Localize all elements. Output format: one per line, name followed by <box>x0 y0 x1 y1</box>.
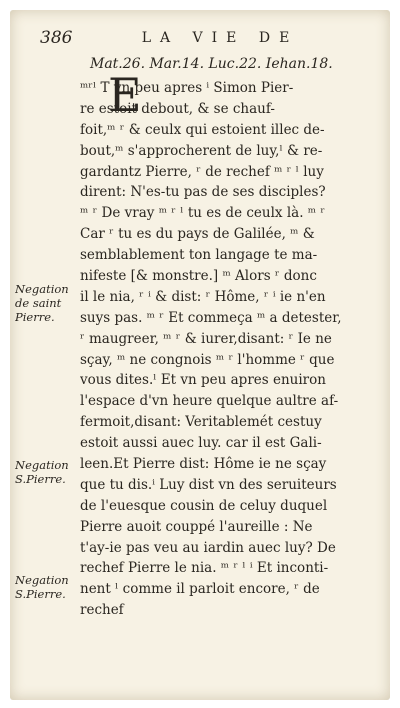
text-line: Pierre auoit couppé l'aureille : Ne <box>80 518 313 535</box>
text-line: que tu dis.ⁱ Luy dist vn des seruiteurs <box>80 476 337 493</box>
running-title: LA VIE DE <box>141 30 299 46</box>
text-line: sçay, ᵐ ne congnois ᵐ ʳ l'homme ʳ que <box>80 351 335 368</box>
text-line: de l'euesque cousin de celuy duquel <box>80 497 328 514</box>
page-number: 386 <box>40 28 73 48</box>
text-line: l'espace d'vn heure quelque aultre af- <box>80 393 339 410</box>
text-line: ᵐ ʳ De vray ᵐ ʳ ˡ tu es de ceulx là. ᵐ ʳ <box>80 205 326 222</box>
drop-cap: E <box>108 68 142 122</box>
text-line: nifeste [& monstre.] ᵐ Alors ʳ donc <box>80 268 317 285</box>
side-note <box>15 282 87 324</box>
page-header <box>40 28 380 52</box>
side-note <box>15 573 87 601</box>
text-line: dirent: N'es-tu pas de ses disciples? <box>80 184 326 201</box>
text-line: rechef <box>80 602 124 619</box>
text-line: semblablement ton langage te ma- <box>80 247 318 264</box>
side-note-line: de saint <box>15 296 62 310</box>
text-line: t'ay-ie pas veu au iardin auec luy? De <box>80 539 336 556</box>
paper-sheet <box>10 10 390 700</box>
side-note-line: Pierre. <box>15 310 55 324</box>
text-line: estoit aussi auec luy. car il est Gali- <box>80 435 322 452</box>
scripture-reference: Mat.26. Mar.14. Luc.22. Iehan.18. <box>90 56 333 72</box>
text-line: leen.Et Pierre dist: Hôme ie ne sçay <box>80 456 327 473</box>
text-line: ʳ maugreer, ᵐ ʳ & iurer,disant: ʳ Ie ne <box>80 330 332 347</box>
text-line: Car ʳ tu es du pays de Galilée, ᵐ & <box>80 226 315 243</box>
margin-notes <box>15 10 85 700</box>
text-line: re estoit debout, & se chauf- <box>80 100 275 117</box>
text-line: il le nia, ʳ ⁱ & dist: ʳ Hôme, ʳ ⁱ ie n'en <box>80 288 326 305</box>
side-note <box>15 458 87 486</box>
text-line: gardantz Pierre, ʳ de rechef ᵐ ʳ ˡ luy <box>80 163 324 180</box>
text-line: vous dites.ˡ Et vn peu apres enuiron <box>80 372 326 389</box>
side-note-line: Negation <box>15 282 69 296</box>
body-text <box>80 78 382 621</box>
text-line: ᵐʳˡ T vn peu apres ⁱ Simon Pier- <box>80 80 294 96</box>
text-line: bout,ᵐ s'approcherent de luy,ˡ & re- <box>80 142 323 159</box>
side-note-line: Negation <box>15 458 69 472</box>
text-line: foit,ᵐ ʳ & ceulx qui estoient illec de- <box>80 121 325 138</box>
text-line: suys pas. ᵐ ʳ Et commeça ᵐ a detester, <box>80 309 342 326</box>
side-note-line: Negation <box>15 573 69 587</box>
text-line: rechef Pierre le nia. ᵐ ʳ ˡ ⁱ Et inconti- <box>80 560 329 577</box>
side-note-line: S.Pierre. <box>15 472 66 486</box>
side-note-line: S.Pierre. <box>15 587 66 601</box>
text-line: fermoit,disant: Veritablemét cestuy <box>80 414 322 431</box>
text-line: nent ˡ comme il parloit encore, ʳ de <box>80 581 320 598</box>
